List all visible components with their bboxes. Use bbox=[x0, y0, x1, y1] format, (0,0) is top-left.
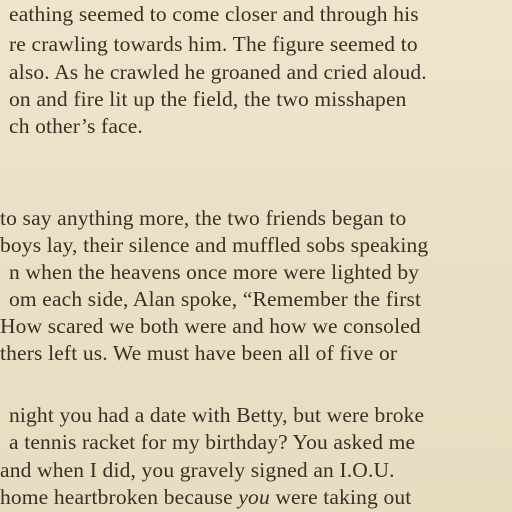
text-line: night you had a date with Betty, but were broke bbox=[9, 403, 425, 427]
text-line bbox=[0, 484, 411, 511]
text-line: also. As he crawled he groaned and cried aloud. bbox=[9, 60, 427, 84]
text-line: and when I did, you gravely signed an I.O.U. bbox=[0, 458, 395, 482]
text-line: re crawling towards him. The figure seemed to bbox=[9, 32, 418, 56]
text-segment: home heartbroken because bbox=[0, 485, 239, 509]
text-line: boys lay, their silence and muffled sobs speaking bbox=[0, 233, 429, 257]
text-line: a tennis racket for my birthday? You asked me bbox=[9, 430, 416, 454]
text-line: eathing seemed to come closer and through his bbox=[9, 2, 419, 26]
text-line: on and fire lit up the field, the two misshapen bbox=[9, 87, 407, 111]
text-segment: were taking out bbox=[269, 485, 412, 509]
text-line: om each side, Alan spoke, “Remember the first bbox=[9, 287, 422, 311]
text-line: n when the heavens once more were lighted by bbox=[9, 260, 420, 284]
text-line: How scared we both were and how we consoled bbox=[0, 314, 421, 338]
emphasis-word: you bbox=[238, 485, 270, 509]
text-line: thers left us. We must have been all of five or bbox=[0, 341, 398, 365]
text-line: ch other’s face. bbox=[9, 114, 143, 138]
text-line: to say anything more, the two friends began to bbox=[0, 206, 407, 230]
